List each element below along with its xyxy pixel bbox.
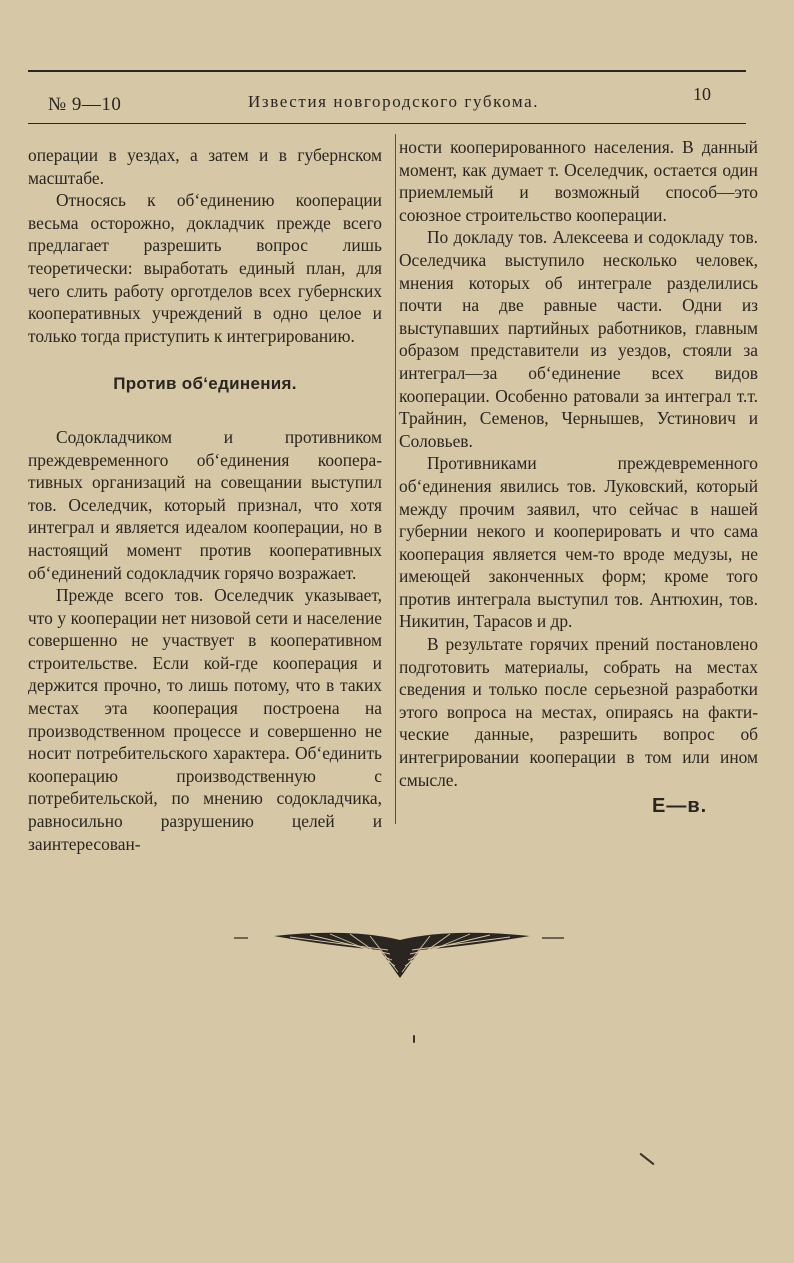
right-paragraph-2: По докладу тов. Алексеева и содокладу тов. Оселедчика выступило несколько человек, мнения которых об интеграле разделились почти на две равные части. Одни из выступавших партийных работников, главным образом представители из уездов, стояли за интеграл—за об‘единение всех видов кооперации. Особенно ратовали за интеграл т.т. Трайнин, Семенов, Чернышев, Устинович и Соловьев. [399, 227, 758, 451]
right-paragraph-4: В результате горячих прений постановлено подготовить материалы, собрать на местах сведения и только после серьезной разработки этого вопроса на местах, опираясь на фактические данные, разрешить вопрос об интегрировании кооперации в том или ином смысле. [399, 634, 758, 790]
author-signature: Е—в. [652, 795, 708, 817]
ornament-tailpiece [230, 920, 570, 1000]
left-paragraph-4: Прежде всего тов. Оселедчик указывает, что у кооперации нет низовой сети и население совершенно не участвует в кооперативном строительстве. Если кой-где кооперация и держится прочно, то лишь потому, что в таких местах эта кооперация построена на производственном процессе и совершенно не носит потребительского характера. Об‘единить кооперацию производственную с потребительской, по мнению содокладчика, равносильно разрушению целей и заинтересован- [28, 585, 382, 854]
print-speck [413, 1035, 415, 1043]
column-divider [395, 134, 396, 824]
left-paragraph-2: Относясь к об‘единению кооперации весьма осторожно, докладчик прежде всего предлагает разрешить вопрос лишь теоретически: выработать единый план, для чего слить работу орготделов всех губернских кооперативных учреждений в одно целое и только тогда приступить к интегрированию. [28, 190, 382, 346]
right-paragraph-1: ности кооперированного населения. В данный момент, как думает т. Оселедчик, остается один приемлемый и возможный способ—это союзное строительство кооперации. [399, 137, 758, 225]
right-paragraph-3: Противниками преждевременного об‘единения явились тов. Луковский, который между прочим заявил, что сейчас в нашей губернии некого и кооперировать и что сама кооперация является чем-то вроде медузы, не имеющей законченных форм; кроме того против интеграла выступил тов. Антюхин, тов. Никитин, Тарасов и др. [399, 453, 758, 632]
left-column [28, 144, 382, 855]
journal-title: Известия новгородского губкома. [248, 92, 540, 111]
issue-number: № 9—10 [48, 94, 122, 115]
print-speck [639, 1153, 654, 1166]
section-heading: Против об‘единения. [113, 374, 297, 394]
left-paragraph-3: Содокладчиком и противником преждевременного об‘единения кооперативных организаций на совещании выступил тов. Оселедчик, который признал, что хотя интеграл и является идеалом кооперации, но в настоящий момент против кооперативных об‘единений содокладчик горячо возражает. [28, 426, 382, 583]
right-column [399, 136, 758, 791]
header-bottom-rule [28, 123, 746, 124]
page-number: 10 [693, 84, 711, 104]
header-top-rule [28, 70, 746, 72]
left-paragraph-1: операции в уездах, а затем и в губернском масштабе. [28, 145, 382, 188]
running-head [30, 86, 742, 114]
